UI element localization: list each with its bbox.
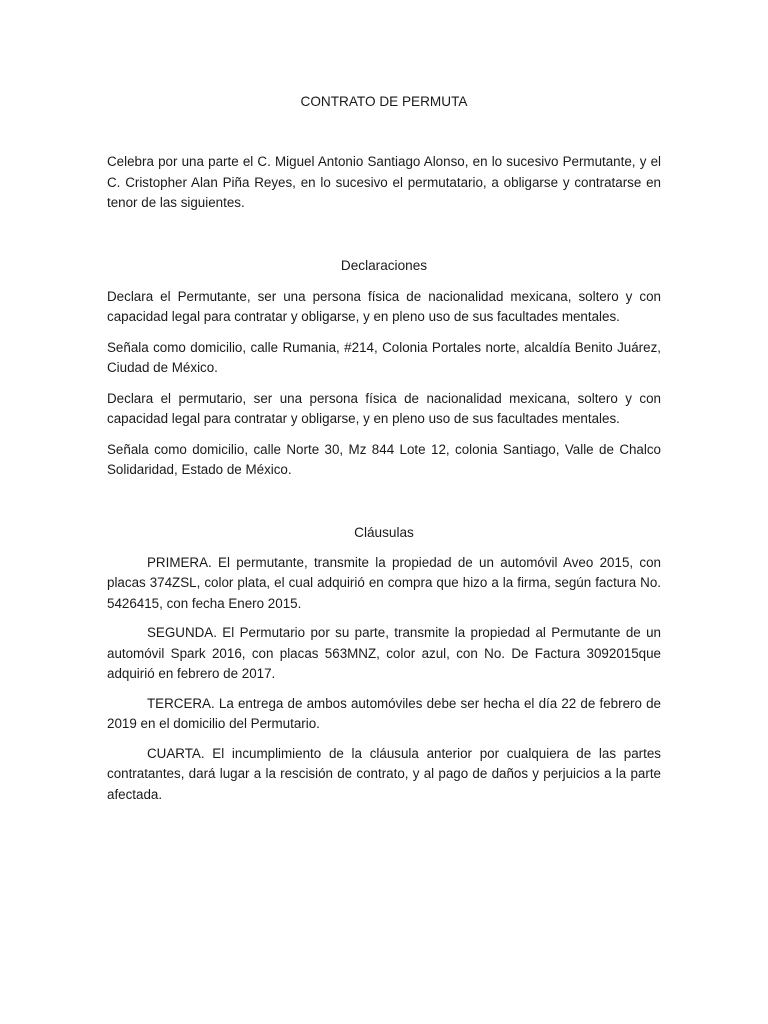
declaraciones-section [107,256,661,491]
declaraciones-heading: Declaraciones [340,258,428,273]
clausula-paragraph: PRIMERA. El permutante, transmite la propiedad de un automóvil Aveo 2015, con placas 374ZSL, color plata, el cual adquirió en compra que hizo a la firma, según factura No. 5426415, con fecha Enero 2015. [107,554,661,611]
declaracion-paragraph: Declara el permutario, ser una persona física de nacionalidad mexicana, soltero y con capacidad legal para contratar y obligarse, y en pleno uso de sus facultades mentales. [107,390,661,426]
clausula-paragraph: CUARTA. El incumplimiento de la cláusula anterior por cualquiera de las partes contratantes, dará lugar a la rescisión de contrato, y al pago de daños y perjuicios a la parte afectada. [107,745,661,802]
clausula-paragraph: SEGUNDA. El Permutario por su parte, transmite la propiedad al Permutante de un automóvil Spark 2016, con placas 563MNZ, color azul, con No. De Factura 3092015que adquirió en febrero de 2017. [107,625,661,681]
declaracion-paragraph: Señala como domicilio, calle Norte 30, Mz 844 Lote 12, colonia Santiago, Valle de Chalco Solidaridad, Estado de México. [107,441,661,477]
intro-section [107,152,661,214]
declaracion-paragraph: Señala como domicilio, calle Rumania, #214, Colonia Portales norte, alcaldía Benito Juárez, Ciudad de México. [107,339,661,375]
intro-paragraph: Celebra por una parte el C. Miguel Antonio Santiago Alonso, en lo sucesivo Permutante, y el C. Cristopher Alan Piña Reyes, en lo sucesivo el permutatario, a obligarse y contratarse en tenor de las siguientes. [107,154,661,210]
clausulas-heading: Cláusulas [354,525,414,540]
clausulas-section [107,523,661,814]
clausula-paragraph: TERCERA. La entrega de ambos automóviles debe ser hecha el día 22 de febrero de 2019 en el domicilio del Permutario. [107,695,661,731]
document-title: CONTRATO DE PERMUTA [300,94,468,109]
declaracion-paragraph: Declara el Permutante, ser una persona física de nacionalidad mexicana, soltero y con capacidad legal para contratar y obligarse, y en pleno uso de sus facultades mentales. [107,288,661,324]
